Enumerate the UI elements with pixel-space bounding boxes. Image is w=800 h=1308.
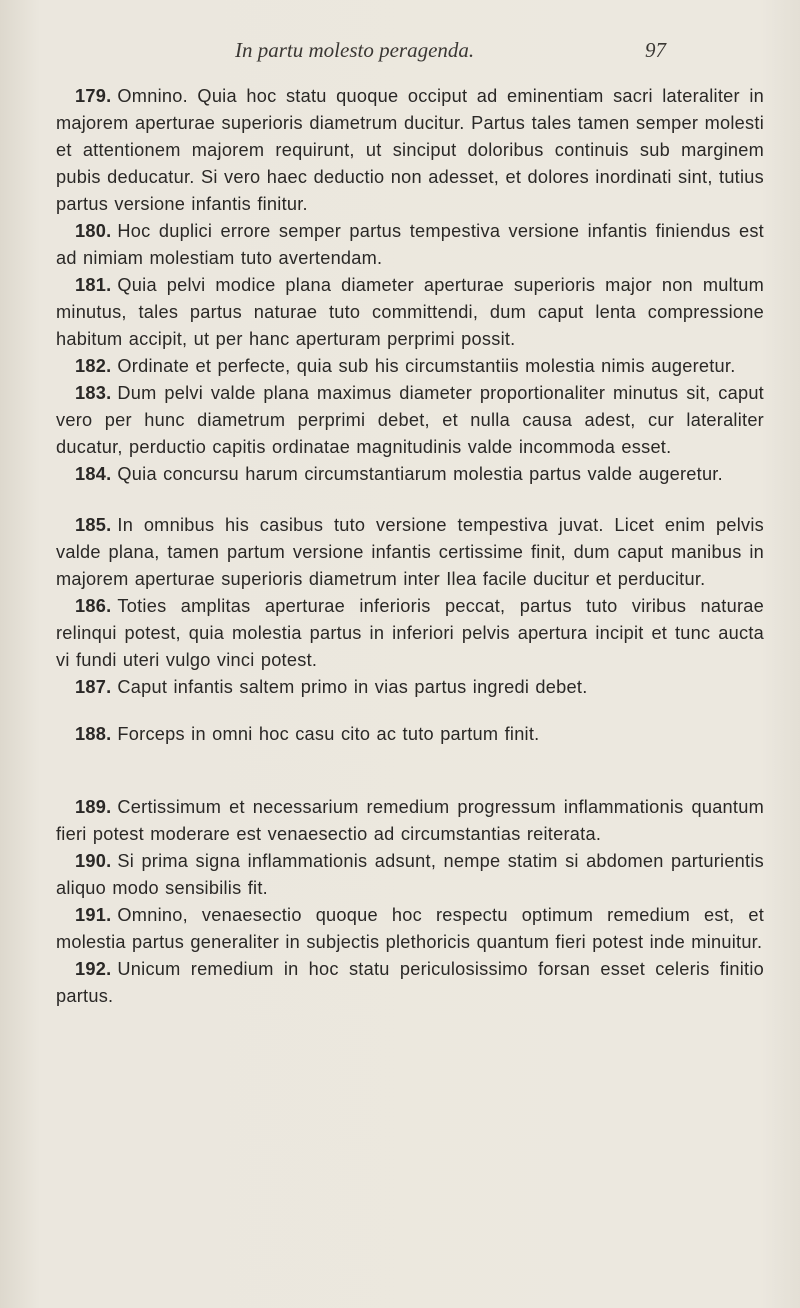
paragraph-186 bbox=[56, 593, 764, 674]
section-gap bbox=[56, 701, 764, 721]
paragraph-number: 192. bbox=[75, 959, 112, 979]
paragraph-179 bbox=[56, 83, 764, 218]
paragraph-185 bbox=[56, 512, 764, 593]
paragraph-number: 180. bbox=[75, 221, 112, 241]
paragraph-183 bbox=[56, 380, 764, 461]
paragraph-number: 188. bbox=[75, 724, 112, 744]
paragraph-number: 182. bbox=[75, 356, 112, 376]
paragraph-number: 181. bbox=[75, 275, 112, 295]
paragraph-text: Hoc duplici errore semper partus tempestiva versione infantis finiendus est ad nimiam molestiam tuto avertendam. bbox=[56, 221, 764, 268]
paragraph-text: Quia concursu harum circumstantiarum molestia partus valde augeretur. bbox=[117, 464, 723, 484]
paragraph-number: 183. bbox=[75, 383, 112, 403]
paragraph-number: 184. bbox=[75, 464, 112, 484]
paragraph-text: Quia pelvi modice plana diameter aperturae superioris major non multum minutus, tales partus naturae tuto committendi, dum caput lenta compressione habitum accipit, ut per hanc aperturam perprimi possit. bbox=[56, 275, 764, 349]
paragraph-190 bbox=[56, 848, 764, 902]
page-header bbox=[0, 38, 800, 68]
paragraph-number: 187. bbox=[75, 677, 112, 697]
paragraph-180 bbox=[56, 218, 764, 272]
paragraph-text: Certissimum et necessarium remedium progressum inflammationis quantum fieri potest moderare est venaesectio ad circumstantias reiterata. bbox=[56, 797, 764, 844]
paragraph-number: 179. bbox=[75, 86, 112, 106]
paragraph-number: 189. bbox=[75, 797, 112, 817]
paragraph-text: In omnibus his casibus tuto versione tempestiva juvat. Licet enim pelvis valde plana, tamen partum versione infantis certissime finit, dum caput manibus in majorem aperturae superioris diametrum inter Ilea facile ducitur et perducitur. bbox=[56, 515, 764, 589]
paragraph-number: 190. bbox=[75, 851, 112, 871]
paragraph-text: Unicum remedium in hoc statu periculosissimo forsan esset celeris finitio partus. bbox=[56, 959, 764, 1006]
paragraph-text: Ordinate et perfecte, quia sub his circumstantiis molestia nimis augeretur. bbox=[117, 356, 736, 376]
section-gap bbox=[56, 488, 764, 512]
running-title: In partu molesto peragenda. bbox=[235, 38, 475, 62]
paragraph-text: Toties amplitas aperturae inferioris peccat, partus tuto viribus naturae relinqui potest, quia molestia partus in inferiori pelvis apertura incipit et tunc aucta vi fundi uteri vulgo vinci potest. bbox=[56, 596, 764, 670]
paragraph-181 bbox=[56, 272, 764, 353]
paragraph-number: 191. bbox=[75, 905, 112, 925]
page-number: 97 bbox=[645, 38, 666, 62]
paragraph-number: 186. bbox=[75, 596, 112, 616]
paragraph-text: Dum pelvi valde plana maximus diameter proportionaliter minutus sit, caput vero per hunc diametrum perprimi debet, et nulla causa adest, cur lateraliter ducatur, perductio capitis ordinatae magnitudinis valde incommoda esset. bbox=[56, 383, 764, 457]
paragraph-number: 185. bbox=[75, 515, 112, 535]
section-gap bbox=[56, 748, 764, 794]
paragraph-text: Caput infantis saltem primo in vias partus ingredi debet. bbox=[117, 677, 588, 697]
paragraph-184 bbox=[56, 461, 764, 488]
body-text bbox=[56, 83, 764, 1010]
paragraph-text: Forceps in omni hoc casu cito ac tuto partum finit. bbox=[117, 724, 540, 744]
paragraph-189 bbox=[56, 794, 764, 848]
paragraph-text: Omnino, venaesectio quoque hoc respectu optimum remedium est, et molestia partus generaliter in subjectis plethoricis quantum fieri potest inde minuitur. bbox=[56, 905, 764, 952]
paragraph-188 bbox=[56, 721, 764, 748]
paragraph-192 bbox=[56, 956, 764, 1010]
paragraph-187 bbox=[56, 674, 764, 701]
paragraph-182 bbox=[56, 353, 764, 380]
paragraph-text: Si prima signa inflammationis adsunt, nempe statim si abdomen parturientis aliquo modo sensibilis fit. bbox=[56, 851, 764, 898]
paragraph-191 bbox=[56, 902, 764, 956]
paragraph-text: Omnino. Quia hoc statu quoque occiput ad eminentiam sacri lateraliter in majorem aperturae superioris diametrum ducitur. Partus tales tamen semper molesti et attentionem majorem requirunt, ut sinciput doloribus continuis sub marginem pubis deducatur. Si vero haec deductio non adesset, et dolores inordinati sint, tutius partus versione infantis finitur. bbox=[56, 86, 764, 214]
